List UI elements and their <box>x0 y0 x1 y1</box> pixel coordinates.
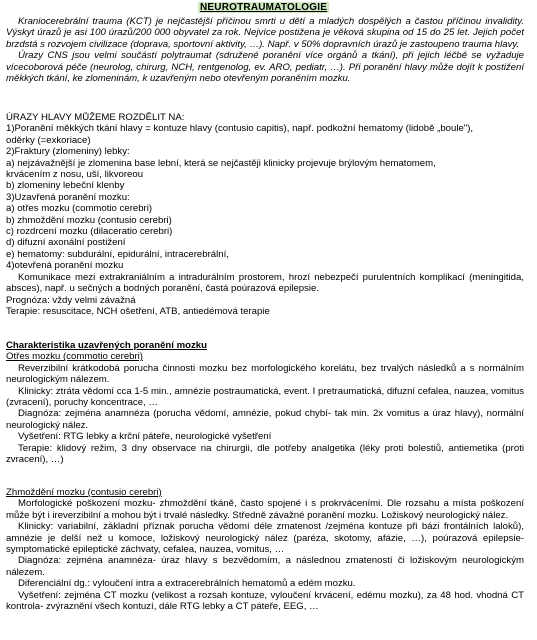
contusion-section <box>6 487 524 612</box>
list-item: oděrky (=exkoriace) <box>6 134 91 146</box>
list-item: c) rozdrcení mozku (dilaceratio cerebri) <box>6 226 173 238</box>
list-item: 4)otevřená poranění mozku <box>6 260 124 272</box>
document-title: NEUROTRAUMATOLOGIE <box>200 2 328 13</box>
list-item: 2)Fraktury (zlomeniny) lebky: <box>6 146 130 158</box>
therapy-text: Terapie: resuscitace, NCH ošetření, ATB, antiedémová terapie <box>6 305 270 317</box>
list-item: e) hematomy: subdurální, epidurální, intracerebrální, <box>6 248 229 260</box>
subsection-heading: Otřes mozku (commotio cerebri) <box>6 351 144 363</box>
paragraph: Diagnóza: zejména anamnéza- úraz hlavy s bezvědomím, a následnou zmateností či ložiskovým neurologickým nálezem. <box>6 555 524 578</box>
list-item: 3)Uzavřená poranění mozku: <box>6 191 130 203</box>
intro-paragraph: Úrazy CNS jsou velmi součástí polytraumat (sdružené poranění více orgánů a tkání), při jejich léčbě se vyžaduje vícecoborová péče (neurolog, chirurg, NCH, rentgenolog, ev. ARO, pediatr, …). Při poranění hlavy může dojít k postižení měkkých tkání, ke zlomeninám, k uzavřeným nebo otevřeným poraněním mozku. <box>6 50 524 85</box>
list-item: 1)Poranění měkkých tkání hlavy = kontuze hlavy (contusio capitis), např. podkožní hematomy (lidobě „boule"), <box>6 123 474 135</box>
intro-section <box>6 16 524 84</box>
paragraph: Vyšetření: RTG lebky a krční páteře, neurologické vyšetření <box>18 431 272 443</box>
list-item: a) otřes mozku (commotio cerebri) <box>6 203 153 215</box>
subsection-heading: Zhmoždění mozku (contusio cerebri) <box>6 487 162 498</box>
list-item: a) nejzávažnější je zlomenina base lební, která se nejčastěji klinicky projevuje brýlovým hematomem, <box>6 157 436 169</box>
paragraph: Reverzibilní krátkodobá porucha činnosti mozku bez morfologického korelátu, bez trvalých následků a s normálním neurologickým nálezem. <box>6 362 524 386</box>
paragraph: Morfologické poškození mozku- zhmoždění tkáně, často spojené i s prokrváceními. Dle rozsahu a místa poškození může být i ireverzibilní a mohou být i trvalé následky. Středně závažné poranění mozku. Ložiskový neurologický nález. <box>6 498 524 521</box>
list-item: b) zlomeniny lebeční klenby <box>6 180 125 192</box>
prognosis-text: Prognóza: vždy velmi závažná <box>6 294 136 306</box>
paragraph: Terapie: klidový režim, 3 dny observace na chirurgii, dle potřeby analgetika (léky proti bolestiů, antiemetika (proti zvracení), …) <box>6 442 524 466</box>
list-item: krvácením z nosu, uší, likvoreou <box>6 169 144 181</box>
division-section <box>6 112 524 317</box>
closed-injuries-section <box>6 340 524 465</box>
paragraph: Klinicky: ztráta vědomí cca 1-5 min., amnézie postraumatická, event. I pretraumatická, difuzní cefalea, nauzea, vomitus (zvracení), poruchy koncentrace, … <box>6 385 524 409</box>
open-injuries-text: Komunikace mezi extrakraniálním a intradurálním prostorem, hrozí nebezpečí purulentních komplikací (meningitida, absces), např. u sečných a bodných poranění, častá poúrazová epilepsie. <box>6 271 524 295</box>
paragraph: Klinicky: variabilní, základní příznak porucha vědomí déle zmatenost /zejména kontuze při bázi frontálních laloků), amnézie je delší než u komoce, ložiskový neurologický nález (paréza, skotomy, afázie, …), poúrazová epilepsie- symptomatické epileptické záchvaty, cefalea, nauzea, vomitus, … <box>6 521 524 556</box>
list-item: d) difuzní axonální postižení <box>6 237 126 249</box>
paragraph: Diagnóza: zejména anamnéza (porucha vědomí, amnézie, pokud chybí- tak min. 2x vomitus a úraz hlavy), normální neurologický nález. <box>6 408 524 431</box>
intro-paragraph: Kraniocerebrální trauma (KCT) je nejčastější příčinou smrti u dětí a mladých dospělých a častou příčinou invalidity. Výskyt úrazů je asi 100 úrazů/200 000 obyvatel za rok. Nejvíce postižena je věková skupina od 15 do 25 let. Jejich počet brzdstá s rozvojem civilizace (doprava, sportovní aktivity, …). Např. v 50% dopravních úrazů je zastoupeno trauma hlavy. <box>6 16 524 50</box>
paragraph: Diferenciální dg.: vyloučení intra a extracerebrálních hematomů a edém mozku. <box>18 578 356 590</box>
list-item: b) zhmoždění mozku (contusio cerebri) <box>6 214 172 226</box>
section-heading: Charakteristika uzavřených poranění mozku <box>6 340 208 351</box>
section-heading: ÚRAZY HLAVY MŮŽEME ROZDĚLIT NA: <box>6 112 185 123</box>
paragraph: Vyšetření: zejména CT mozku (velikost a rozsah kontuze, vyloučení krvácení, edému mozku), za 48 hod. vhodná CT kontrola- zvýraznění všech kontuzí, dále RTG lebky a CT páteře, EEG, … <box>6 589 524 613</box>
